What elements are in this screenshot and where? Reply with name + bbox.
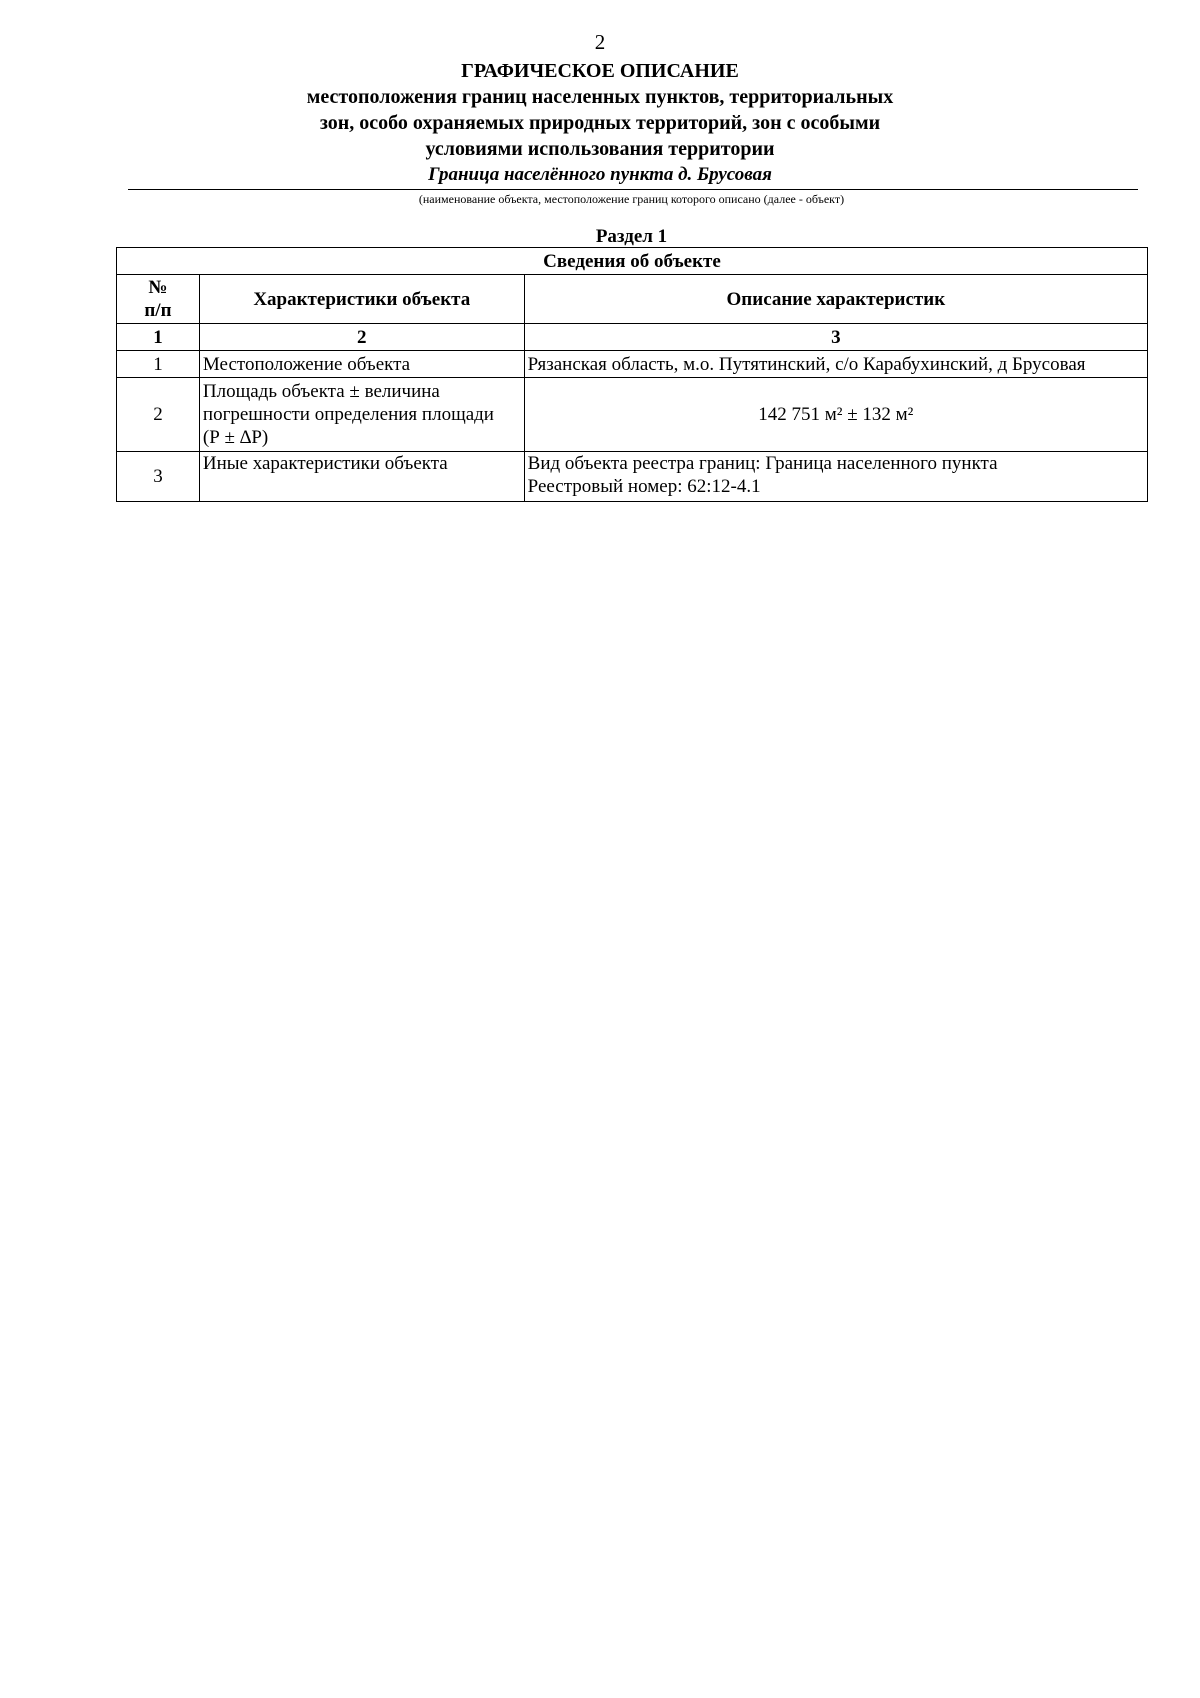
section-title: Раздел 1	[595, 226, 668, 247]
row-2-characteristic-line-2: погрешности определения площади	[202, 404, 494, 425]
header-description: Описание характеристик	[524, 275, 1147, 324]
row-3-description-line-2: Реестровый номер: 62:12-4.1	[527, 476, 761, 497]
row-1-num: 1	[117, 351, 200, 378]
header-characteristic: Характеристики объекта	[199, 275, 524, 324]
table-caption: Сведения об объекте	[117, 248, 1148, 275]
document-subtitle-line-3: условиями использования территории	[425, 138, 775, 160]
document-subtitle-line-1: местоположения границ населенных пунктов, территориальных	[306, 86, 894, 108]
row-1-characteristic: Местоположение объекта	[199, 351, 524, 378]
row-2-characteristic-line-3: (Р ± ∆Р)	[202, 427, 269, 448]
page-number: 2	[594, 30, 606, 54]
table-row	[117, 378, 1148, 452]
table-caption-row	[117, 248, 1148, 275]
header-num-line-1: №	[148, 277, 168, 298]
object-name-underline	[128, 189, 1138, 190]
object-name-caption: (наименование объекта, местоположение границ которого описано (далее - объект)	[418, 192, 845, 206]
table-header-row	[117, 275, 1148, 324]
row-3-num: 3	[117, 452, 200, 502]
row-3-description	[524, 452, 1147, 502]
header-num-line-2: п/п	[144, 300, 172, 321]
row-2-characteristic-line-1: Площадь объекта ± величина	[202, 381, 440, 402]
row-3-description-line-1: Вид объекта реестра границ: Граница населенного пункта	[527, 453, 998, 474]
row-3-characteristic: Иные характеристики объекта	[199, 452, 524, 502]
column-number-1: 1	[117, 324, 200, 351]
object-info-table	[116, 247, 1148, 502]
document-title-block	[0, 58, 1200, 187]
row-2-characteristic	[199, 378, 524, 452]
row-1-description: Рязанская область, м.о. Путятинский, с/о Карабухинский, д Брусовая	[524, 351, 1147, 378]
column-number-3: 3	[524, 324, 1147, 351]
row-2-description: 142 751 м² ± 132 м²	[524, 378, 1147, 452]
header-num	[117, 275, 200, 324]
column-number-2: 2	[199, 324, 524, 351]
table-row	[117, 351, 1148, 378]
document-subtitle-line-2: зон, особо охраняемых природных территорий, зон с особыми	[319, 112, 881, 134]
document-title: ГРАФИЧЕСКОЕ ОПИСАНИЕ	[461, 60, 739, 82]
table-row	[117, 452, 1148, 502]
column-number-row	[117, 324, 1148, 351]
object-name: Граница населённого пункта д. Брусовая	[428, 164, 772, 185]
row-2-num: 2	[117, 378, 200, 452]
